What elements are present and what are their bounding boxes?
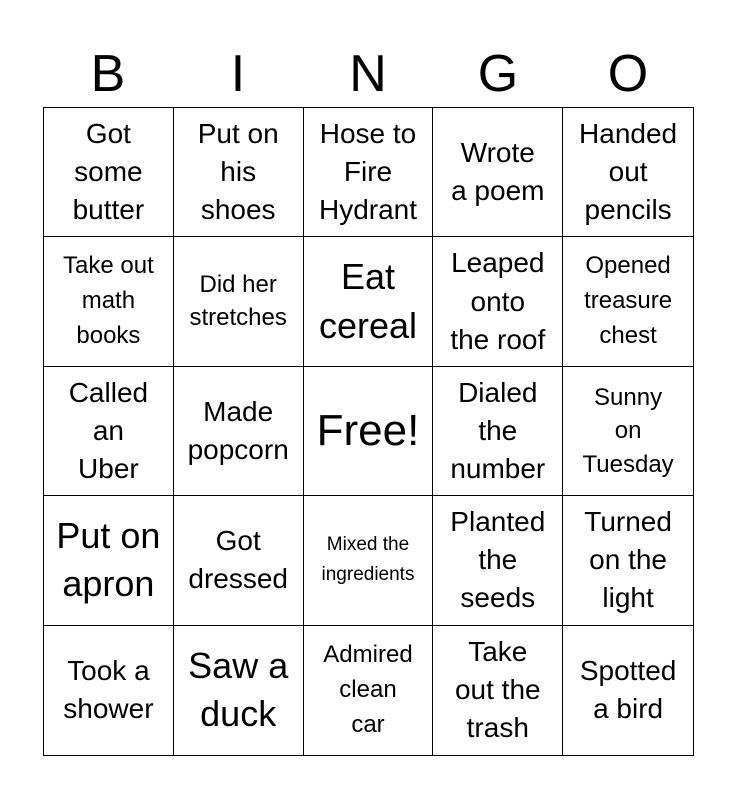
bingo-cell[interactable]: [44, 626, 174, 755]
bingo-cell[interactable]: [563, 496, 693, 625]
cell-text: Take out the trash: [454, 636, 541, 744]
bingo-cell[interactable]: [433, 496, 563, 625]
cell-text: Take out math books: [63, 252, 154, 349]
bingo-cell[interactable]: [44, 237, 174, 366]
cell-text: Dialed the number: [450, 376, 546, 485]
cell-text: Turned on the light: [584, 506, 672, 614]
bingo-cell[interactable]: [174, 626, 304, 755]
cell-text: Called an Uber: [68, 376, 149, 485]
free-space-text: Free!: [316, 405, 420, 455]
bingo-cell[interactable]: [174, 496, 304, 625]
bingo-cell[interactable]: [44, 496, 174, 625]
free-space-cell[interactable]: [304, 367, 434, 496]
cell-text: Put on his shoes: [197, 118, 279, 226]
bingo-cell[interactable]: [174, 367, 304, 496]
cell-text: Mixed the ingredients: [321, 534, 415, 586]
bingo-cell[interactable]: [304, 626, 434, 755]
bingo-cell[interactable]: [563, 108, 693, 237]
bingo-cell[interactable]: [563, 367, 693, 496]
cell-text: Did her stretches: [189, 271, 287, 331]
header-letter-i: I: [230, 45, 246, 103]
cell-text: Got some butter: [72, 118, 145, 226]
bingo-cell[interactable]: [44, 367, 174, 496]
cell-text: Eat cereal: [318, 256, 418, 346]
bingo-cell[interactable]: [304, 496, 434, 625]
cell-text: Saw a duck: [188, 644, 289, 735]
cell-text: Took a shower: [63, 655, 154, 725]
cell-text: Got dressed: [188, 525, 288, 595]
header-letter-n: N: [349, 45, 387, 103]
bingo-cell[interactable]: [44, 108, 174, 237]
bingo-cell[interactable]: [563, 237, 693, 366]
bingo-cell[interactable]: [433, 367, 563, 496]
bingo-cell[interactable]: [433, 237, 563, 366]
cell-text: Admired clean car: [323, 641, 413, 738]
cell-text: Spotted a bird: [579, 655, 677, 725]
cell-text: Wrote a poem: [451, 137, 545, 207]
bingo-cell[interactable]: [304, 237, 434, 366]
bingo-cell[interactable]: [304, 108, 434, 237]
bingo-cell[interactable]: [433, 108, 563, 237]
cell-text: Opened treasure chest: [584, 252, 673, 349]
cell-text: Made popcorn: [187, 395, 289, 465]
header-letter-o: O: [607, 45, 649, 103]
cell-text: Handed out pencils: [579, 118, 678, 226]
header-letter-g: G: [477, 45, 519, 103]
bingo-header: [43, 40, 693, 108]
cell-text: Put on apron: [56, 514, 161, 605]
cell-text: Hose to Fire Hydrant: [318, 118, 418, 226]
cell-text: Planted the seeds: [450, 506, 546, 614]
bingo-cell[interactable]: [433, 626, 563, 755]
bingo-cell[interactable]: [174, 237, 304, 366]
header-letter-b: B: [90, 45, 126, 103]
bingo-cell[interactable]: [174, 108, 304, 237]
cell-text: Leaped onto the roof: [450, 247, 546, 355]
bingo-cell[interactable]: [563, 626, 693, 755]
bingo-board: [43, 107, 694, 756]
cell-text: Sunny on Tuesday: [582, 383, 674, 478]
